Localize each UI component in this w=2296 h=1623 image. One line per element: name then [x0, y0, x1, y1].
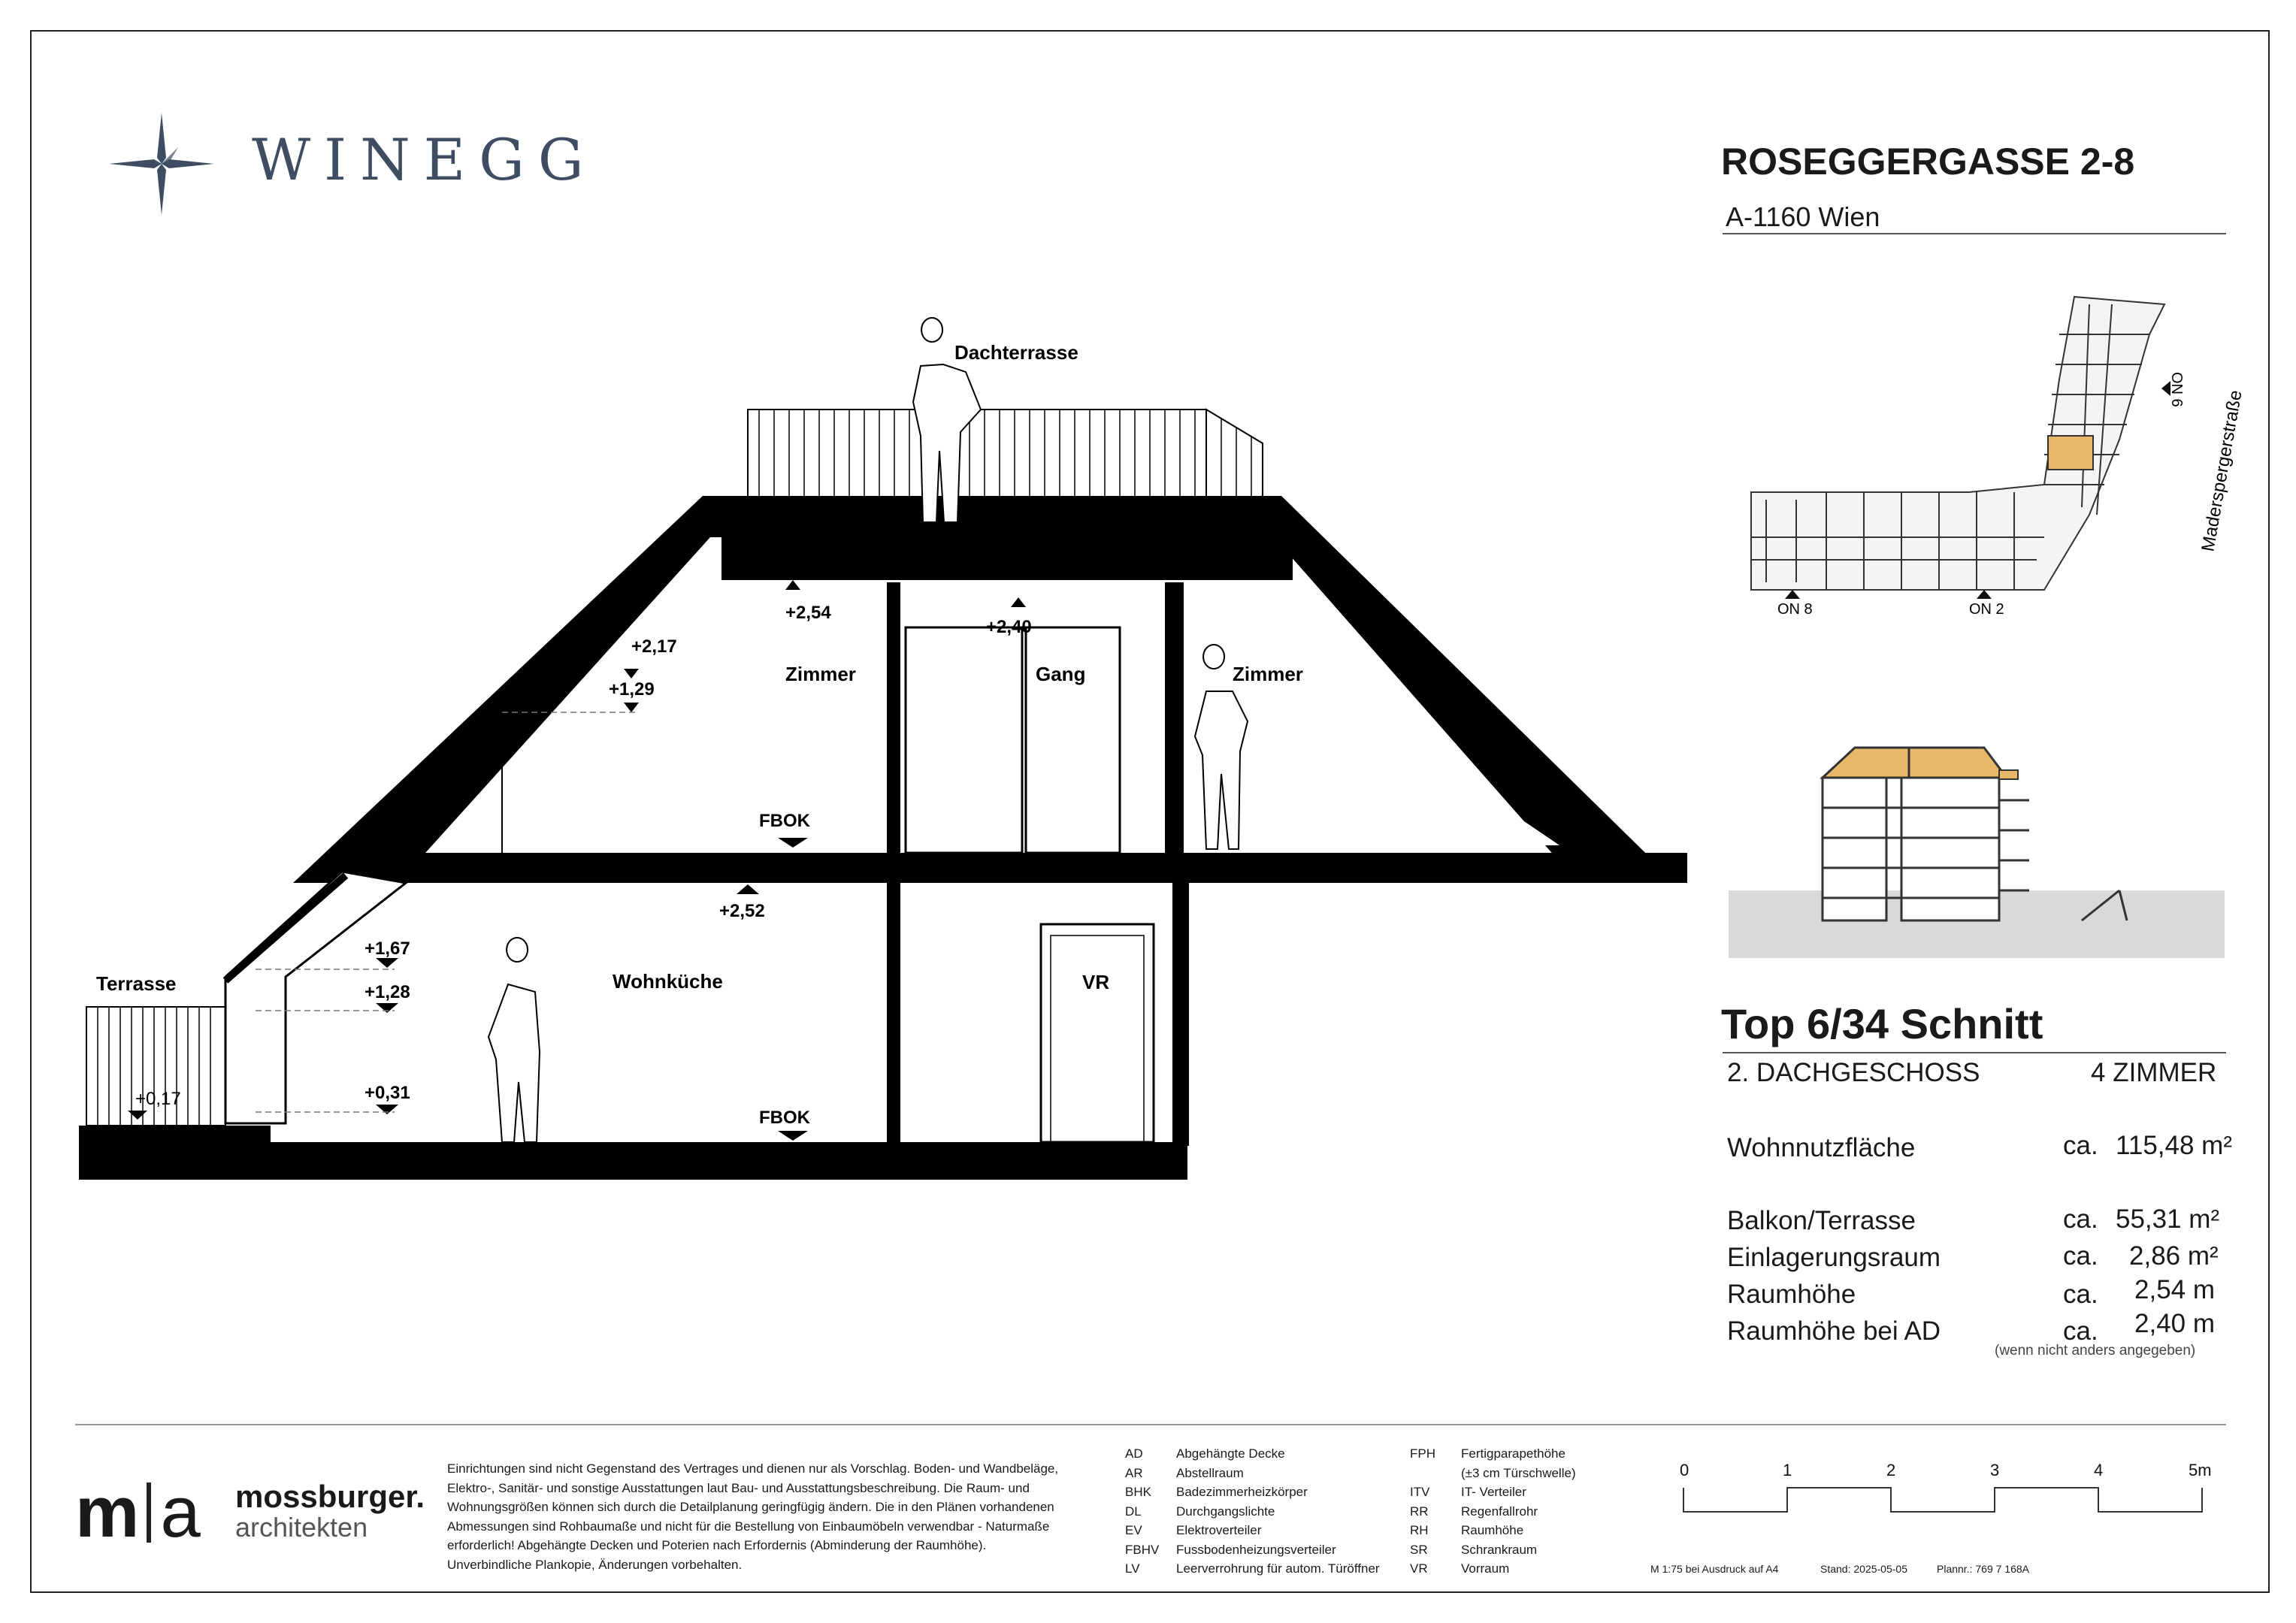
scale-tick-1: 1 [1783, 1461, 1792, 1479]
scale-tick-3: 3 [1990, 1461, 2000, 1479]
abbr-row: AR Abstellraum [1125, 1465, 1244, 1480]
room-vr: VR [1082, 971, 1110, 993]
architect-name: mossburger. [235, 1479, 425, 1514]
key-plan [1744, 289, 2246, 620]
meta-plannr: Plannr.: 769 7 168A [1937, 1563, 2029, 1575]
building-section-thumbnail [1729, 718, 2225, 958]
scale-tick-2: 2 [1886, 1461, 1896, 1479]
area-prefix-einlagerung: ca. [2063, 1241, 2098, 1271]
room-terrasse: Terrasse [96, 972, 177, 995]
abbr-row: RH Raumhöhe [1410, 1523, 1524, 1537]
level-128: +1,28 [365, 982, 410, 1002]
apartment-title: Top 6/34 Schnitt [1721, 1000, 2043, 1047]
level-129: +1,29 [609, 679, 655, 700]
address-street: ROSEGGERGASSE 2-8 [1721, 141, 2135, 183]
disclaimer: Einrichtungen sind nicht Gegenstand des Vertrages und dienen nur als Vorschlag. Boden- und Wandbeläge, Elektro-, Sanitär- und sonstige Ausstattungen laut Bau- und Ausstattungsbeschreibung. Die Raum- und Wohnungsgrößen können sich durch die Detailplanung geringfügig ändern. Die in den Plänen vorhandenen Abmessungen sind Rohbaumaße und nicht für die Bestellung von Einbaumöbeln verwendbar - Naturmaße erforderlich! Abgehängte Decken und Poterien nach Erfordernis (Abminderung der Raumhöhe). Unverbindliche Plankopie, Änderungen vorbehalten. [447, 1461, 1059, 1572]
abbr-row: DL Durchgangslichte [1125, 1504, 1275, 1519]
abbr-row: SR Schrankraum [1410, 1542, 1538, 1557]
footer-divider [75, 1424, 2226, 1425]
apartment-divider [1723, 1052, 2226, 1053]
level-031: +0,31 [365, 1083, 410, 1103]
scale-text: M 1:75 bei Ausdruck auf A4 [1650, 1563, 1779, 1575]
abbr-row: FPH Fertigparapethöhe [1410, 1446, 1565, 1461]
level-fbok-upper: FBOK [759, 811, 810, 831]
abbr-row: VR Vorraum [1410, 1561, 1510, 1576]
architect-sub: architekten [235, 1512, 368, 1543]
level-217: +2,17 [631, 636, 677, 657]
room-wohnkueche: Wohnküche [613, 970, 723, 993]
abbr-row: RR Regenfallrohr [1410, 1504, 1538, 1519]
room-zimmer-left: Zimmer [785, 663, 856, 685]
architect-logo [75, 1471, 199, 1554]
key-plan-street: Maderspergerstraße [2198, 388, 2246, 554]
address-city: A-1160 Wien [1726, 201, 1880, 232]
abbr-row: BHK Badezimmerheizkörper [1125, 1485, 1308, 1499]
key-plan-on8: ON 8 [1777, 601, 1813, 618]
meta-stand: Stand: 2025-05-05 [1820, 1563, 1907, 1575]
key-plan-on2: ON 2 [1969, 601, 2004, 618]
apartment-floor: 2. DACHGESCHOSS [1727, 1058, 1980, 1087]
room-dachterrasse: Dachterrasse [954, 341, 1078, 364]
scale-bar [1668, 1458, 2225, 1518]
apartment-rooms-count: 4 ZIMMER [2091, 1058, 2217, 1087]
area-prefix-raumhoehe: ca. [2063, 1280, 2098, 1309]
area-prefix-raumhoehe-ad: ca. [2063, 1316, 2098, 1346]
lower-floor-space [271, 883, 1169, 1142]
brand-name: WINEGG [252, 126, 597, 193]
abbr-row: AD Abgehängte Decke [1125, 1446, 1285, 1461]
key-plan-unit-highlight [2048, 436, 2093, 470]
architect-logo-m: m [75, 1472, 138, 1552]
area-prefix-wohn: ca. [2063, 1131, 2098, 1160]
abbr-row: ITV IT- Verteiler [1410, 1485, 1526, 1499]
abbreviations-left [1125, 1444, 1380, 1579]
room-zimmer-right: Zimmer [1233, 663, 1303, 685]
area-value-raumhoehe-ad: 2,40 m [2134, 1309, 2215, 1338]
area-value-raumhoehe: 2,54 m [2134, 1275, 2215, 1304]
abbr-row: (±3 cm Türschwelle) [1461, 1465, 1576, 1480]
abbr-row: FBHV Fussbodenheizungsverteiler [1125, 1542, 1336, 1557]
key-plan-on6: ON 6 [2168, 372, 2185, 407]
level-240: +2,40 [986, 617, 1032, 637]
level-fbok-lower: FBOK [759, 1108, 810, 1128]
abbreviations-right [1410, 1444, 1576, 1579]
area-note: (wenn nicht anders angegeben) [1995, 1343, 2196, 1359]
level-254: +2,54 [785, 603, 831, 623]
area-label-einlagerung: Einlagerungsraum [1727, 1243, 1941, 1272]
scale-tick-4: 4 [2094, 1461, 2104, 1479]
address-divider [1723, 233, 2226, 234]
level-167: +1,67 [365, 938, 410, 959]
level-252: +2,52 [719, 901, 765, 921]
area-label-balkon: Balkon/Terrasse [1727, 1206, 1916, 1235]
area-prefix-balkon: ca. [2063, 1204, 2098, 1234]
level-017: +0,17 [135, 1089, 181, 1109]
scale-tick-5: 5m [2189, 1461, 2212, 1479]
scale-tick-0: 0 [1680, 1461, 1689, 1479]
area-label-raumhoehe-ad: Raumhöhe bei AD [1727, 1316, 1941, 1346]
abbr-row: LV Leerverrohrung für autom. Türöffner [1125, 1561, 1380, 1576]
room-gang: Gang [1036, 663, 1086, 685]
area-label-wohn: Wohnnutzfläche [1727, 1133, 1916, 1162]
area-value-balkon: 55,31 m² [2116, 1204, 2220, 1234]
area-label-raumhoehe: Raumhöhe [1727, 1280, 1856, 1309]
architect-logo-a: a [160, 1472, 199, 1552]
area-value-einlagerung: 2,86 m² [2129, 1241, 2219, 1271]
abbr-row: EV Elektroverteiler [1125, 1523, 1262, 1537]
area-value-wohn: 115,48 m² [2116, 1131, 2232, 1160]
